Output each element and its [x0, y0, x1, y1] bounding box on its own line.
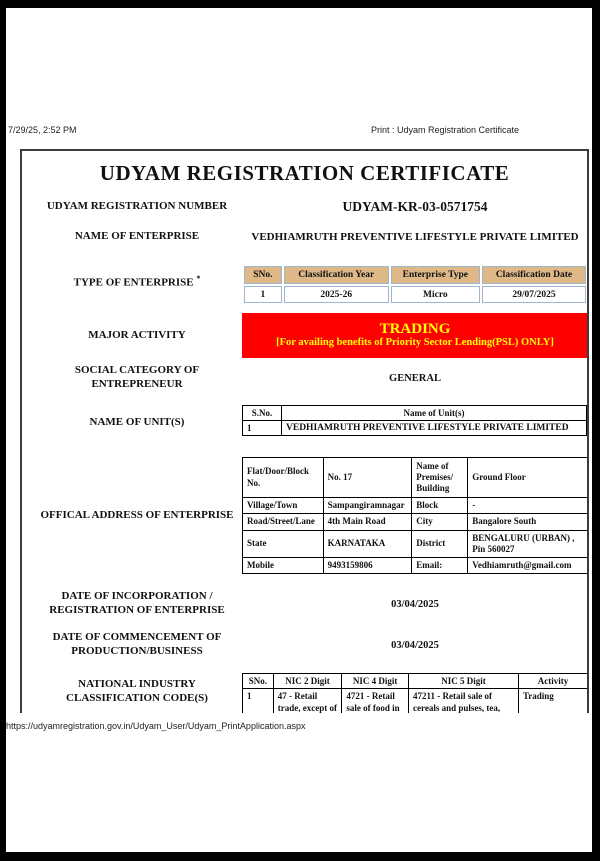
table-header-cell: Activity	[518, 674, 587, 689]
table-cell: Micro	[391, 286, 480, 303]
certificate-page	[20, 149, 589, 713]
nic-codes-label: NATIONAL INDUSTRY CLASSIFICATION CODE(S)	[66, 678, 208, 704]
table-row	[243, 674, 588, 689]
table-row	[243, 406, 587, 421]
table-cell: Mobile	[243, 558, 324, 574]
certificate-title: UDYAM REGISTRATION CERTIFICATE	[99, 161, 510, 185]
table-cell: 47211 - Retail sale of cereals and pulses, tea,	[409, 689, 519, 714]
table-header-cell: NIC 2 Digit	[273, 674, 342, 689]
table-cell: -	[468, 498, 588, 514]
enterprise-name-value: VEDHIAMRUTH PREVENTIVE LIFESTYLE PRIVATE LIMITED	[251, 231, 579, 243]
table-row	[243, 514, 588, 530]
table-cell: Name of Premises/ Building	[412, 458, 468, 498]
table-header-cell: S.No.	[243, 406, 282, 421]
address-table	[242, 457, 588, 574]
table-row	[244, 266, 586, 284]
type-table	[242, 264, 588, 305]
table-header-cell: NIC 5 Digit	[409, 674, 519, 689]
table-cell: 4721 - Retail sale of food in	[342, 689, 409, 714]
table-cell: Email:	[412, 558, 468, 574]
nic-table	[242, 673, 588, 713]
print-timestamp: 7/29/25, 2:52 PM	[8, 125, 77, 135]
table-cell: 29/07/2025	[482, 286, 586, 303]
table-cell: 4th Main Road	[323, 514, 412, 530]
name-of-units-label: NAME OF UNIT(S)	[89, 416, 185, 429]
table-cell: Ground Floor	[468, 458, 588, 498]
table-row	[243, 689, 588, 714]
table-cell: 1	[243, 689, 274, 714]
table-cell: VEDHIAMRUTH PREVENTIVE LIFESTYLE PRIVATE LIMITED	[282, 421, 587, 436]
table-row	[243, 530, 588, 558]
print-footer-url: https://udyamregistration.gov.in/Udyam_User/Udyam_PrintApplication.aspx	[6, 721, 306, 731]
table-cell: Vedhiamruth@gmail.com	[468, 558, 588, 574]
commencement-date-label: DATE OF COMMENCEMENT OF PRODUCTION/BUSINESS	[52, 631, 222, 657]
official-address-label: OFFICAL ADDRESS OF ENTERPRISE	[40, 509, 234, 522]
table-cell: 1	[244, 286, 282, 303]
social-category-value: GENERAL	[389, 372, 441, 384]
major-activity-banner	[242, 313, 588, 358]
row-type-of-enterprise	[22, 259, 587, 305]
table-header-cell: NIC 4 Digit	[342, 674, 409, 689]
row-enterprise-name	[22, 227, 587, 247]
registration-number-value: UDYAM-KR-03-0571754	[342, 199, 488, 214]
table-row	[243, 458, 588, 498]
row-major-activity	[22, 313, 587, 358]
table-header-cell: Classification Date	[482, 266, 586, 284]
row-social-category	[22, 363, 587, 393]
table-cell: District	[412, 530, 468, 558]
units-table	[242, 405, 587, 436]
table-cell: BENGALURU (URBAN) , Pin 560027	[468, 530, 588, 558]
type-of-enterprise-label: TYPE OF ENTERPRISE *	[73, 273, 201, 289]
registration-number-label: UDYAM REGISTRATION NUMBER	[46, 200, 228, 213]
print-header-title: Print : Udyam Registration Certificate	[370, 125, 520, 135]
table-row	[243, 421, 587, 436]
table-row	[243, 498, 588, 514]
table-row	[244, 286, 586, 303]
commencement-date-value: 03/04/2025	[391, 639, 439, 651]
table-row	[243, 558, 588, 574]
table-cell: 9493159806	[323, 558, 412, 574]
table-header-cell: SNo.	[244, 266, 282, 284]
incorporation-date-label: DATE OF INCORPORATION / REGISTRATION OF ENTERPRISE	[49, 590, 225, 616]
social-category-label: SOCIAL CATEGORY OF ENTREPRENEUR	[74, 364, 200, 390]
major-activity-note: [For availing benefits of Priority Sector Lending(PSL) ONLY]	[276, 337, 554, 349]
table-cell: Sampangiramnagar	[323, 498, 412, 514]
table-cell: Village/Town	[243, 498, 324, 514]
table-cell: Road/Street/Lane	[243, 514, 324, 530]
table-cell: Bangalore South	[468, 514, 588, 530]
table-header-cell: Enterprise Type	[391, 266, 480, 284]
table-cell: Block	[412, 498, 468, 514]
table-cell: State	[243, 530, 324, 558]
major-activity-value: TRADING	[379, 320, 451, 337]
table-cell: No. 17	[323, 458, 412, 498]
table-header-cell: SNo.	[243, 674, 274, 689]
table-header-cell: Classification Year	[284, 266, 389, 284]
table-cell: 2025-26	[284, 286, 389, 303]
incorporation-date-value: 03/04/2025	[391, 598, 439, 610]
table-header-cell: Name of Unit(s)	[282, 406, 587, 421]
major-activity-label: MAJOR ACTIVITY	[88, 328, 186, 341]
type-asterisk: *	[196, 273, 201, 283]
table-cell: City	[412, 514, 468, 530]
enterprise-name-label: NAME OF ENTERPRISE	[74, 230, 200, 243]
table-cell: Trading	[518, 689, 587, 714]
table-cell: 1	[243, 421, 282, 436]
row-name-of-units	[22, 403, 587, 443]
table-cell: KARNATAKA	[323, 530, 412, 558]
table-cell: 47 - Retail trade, except of	[273, 689, 342, 714]
row-official-address	[22, 455, 587, 577]
row-incorporation-date	[22, 589, 587, 619]
table-cell: Flat/Door/Block No.	[243, 458, 324, 498]
row-commencement-date	[22, 630, 587, 660]
row-nic-codes	[22, 669, 587, 713]
row-registration-number	[22, 197, 587, 217]
